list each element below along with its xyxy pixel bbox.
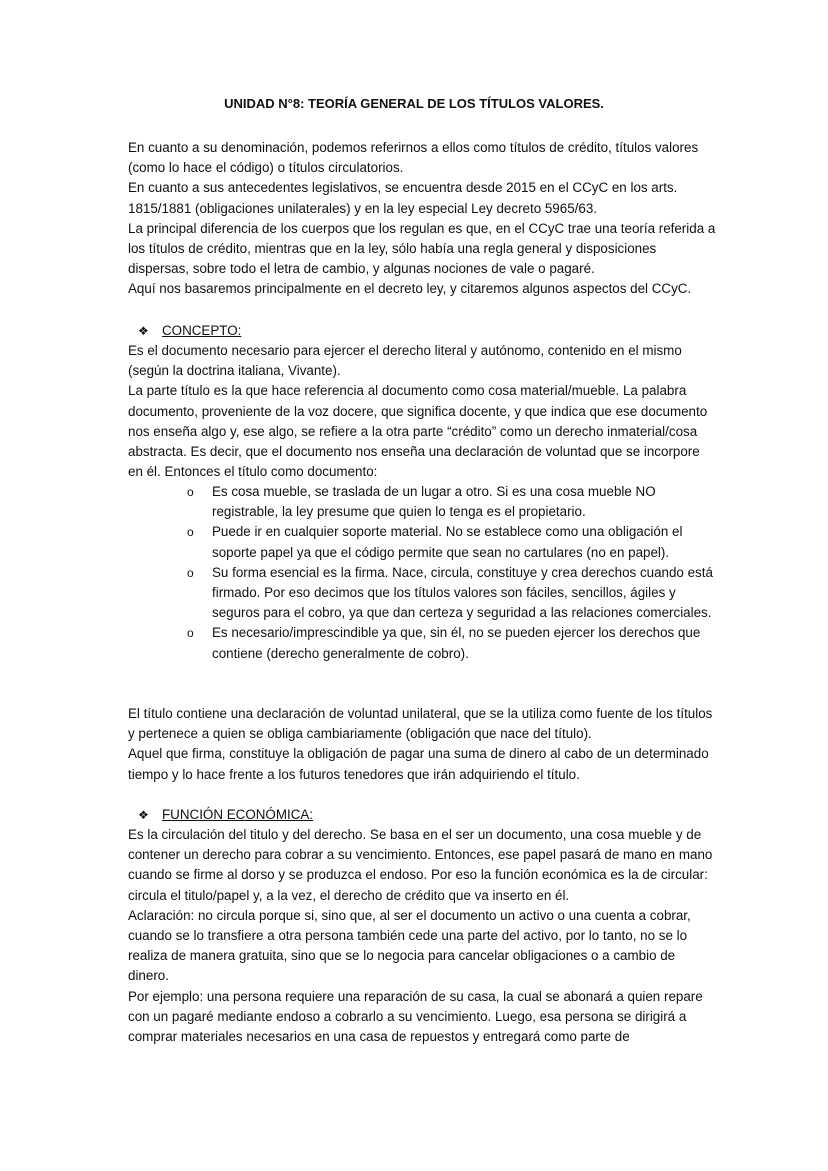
circle-bullet-icon: o xyxy=(187,626,194,641)
list-item xyxy=(187,522,717,562)
funcion-paragraph: Aclaración: no circula porque si, sino que, al ser el documento un activo o una cuenta a cobrar, cuando se lo transfiere a otra persona también cede una parte del activo, por lo tanto, no se lo realiza de manera gratuita, sino que se lo negocia para cancelar obligaciones o a cambio de dinero. xyxy=(128,907,691,984)
section-heading-text: CONCEPTO: xyxy=(162,323,242,338)
circle-bullet-icon: o xyxy=(187,485,194,499)
section-heading-concepto xyxy=(138,321,241,341)
funcion-paragraph: Es la circulación del titulo y del derecho. Se basa en el ser un documento, una cosa mueble y de contener un derecho para cobrar a su vencimiento. Entonces, ese papel pasará de mano en mano cuando se firme al dorso y se produzca el endoso. Por eso la función económica es la de circular: circula el titulo/papel y, a la vez, el derecho de crédito que va inserto en él. xyxy=(128,827,713,903)
list-item-text: Es necesario/imprescindible ya que, sin él, no se pueden ejercer los derechos que contiene (derecho generalmente de cobro). xyxy=(212,625,701,661)
intro-paragraph: Aquí nos basaremos principalmente en el decreto ley, y citaremos algunos aspectos del CCyC. xyxy=(128,281,692,297)
concepto-paragraph: Es el documento necesario para ejercer el derecho literal y autónomo, contenido en el mismo (según la doctrina italiana, Vivante). xyxy=(128,343,682,379)
diamond-bullet-icon: ❖ xyxy=(138,808,149,822)
list-item xyxy=(187,623,717,663)
list-item xyxy=(187,563,717,624)
list-item-text: Su forma esencial es la firma. Nace, circula, constituye y crea derechos cuando está firmado. Por eso decimos que los títulos valores son fáciles, sencillos, ágiles y seguros para el cobro, ya que dan certeza y seguridad a las relaciones comerciales. xyxy=(212,564,713,621)
page-title: UNIDAD N°8: TEORÍA GENERAL DE LOS TÍTULOS VALORES. xyxy=(224,96,604,111)
list-item-text: Puede ir en cualquier soporte material. No se establece como una obligación el soporte papel ya que el código permite que sean no cartulares (no en papel). xyxy=(212,524,683,560)
concepto-after xyxy=(128,704,718,785)
section-heading-text: FUNCIÓN ECONÓMICA: xyxy=(162,807,314,822)
diamond-bullet-icon: ❖ xyxy=(138,324,149,338)
intro-section xyxy=(128,138,718,300)
concepto-paragraph: La parte título es la que hace referencia al documento como cosa material/mueble. La palabra documento, proveniente de la voz docere, que significa docente, y que indica que ese documento nos enseña algo y, ese algo, se refiere a la otra parte “crédito” como un derecho inmaterial/cosa abstracta. Es decir, que el documento nos enseña una declaración de voluntad que se incorpore en él. Entonces el título como documento: xyxy=(128,383,708,480)
intro-paragraph: La principal diferencia de los cuerpos que los regulan es que, en el CCyC trae una teoría referida a los títulos de crédito, mientras que en la ley, sólo había una regla general y disposiciones dispersas, sobre todo el letra de cambio, y algunas nociones de vale o pagaré. xyxy=(128,220,716,277)
intro-paragraph: En cuanto a su denominación, podemos referirnos a ellos como títulos de crédito, títulos valores (como lo hace el código) o títulos circulatorios. xyxy=(128,140,699,176)
concepto-body xyxy=(128,341,718,482)
intro-paragraph: En cuanto a sus antecedentes legislativos, se encuentra desde 2015 en el CCyC en los arts. 1815/1881 (obligaciones unilaterales) y en la ley especial Ley decreto 5965/63. xyxy=(128,180,678,216)
circle-bullet-icon: o xyxy=(187,565,194,580)
concepto-list xyxy=(187,482,717,664)
list-item-text: Es cosa mueble, se traslada de un lugar a otro. Si es una cosa mueble NO registrable, la ley presume que quien lo tenga es el propietario. xyxy=(212,484,656,520)
concepto-after-paragraph: El título contiene una declaración de voluntad unilateral, que se la utiliza como fuente de los títulos y pertenece a quien se obliga cambiariamente (obligación que nace del título). xyxy=(128,706,713,742)
concepto-after-paragraph: Aquel que firma, constituye la obligación de pagar una suma de dinero al cabo de un determinado tiempo y lo hace frente a los futuros tenedores que irán adquiriendo el título. xyxy=(128,746,709,782)
funcion-paragraph: Por ejemplo: una persona requiere una reparación de su casa, la cual se abonará a quien repare con un pagaré mediante endoso a cobrarlo a su vencimiento. Luego, esa persona se dirigirá a comprar materiales necesarios en una casa de repuestos y entregará como parte de xyxy=(128,988,703,1045)
list-item xyxy=(187,482,717,522)
section-heading-funcion xyxy=(138,805,313,825)
funcion-body xyxy=(128,825,718,1047)
circle-bullet-icon: o xyxy=(187,525,194,540)
